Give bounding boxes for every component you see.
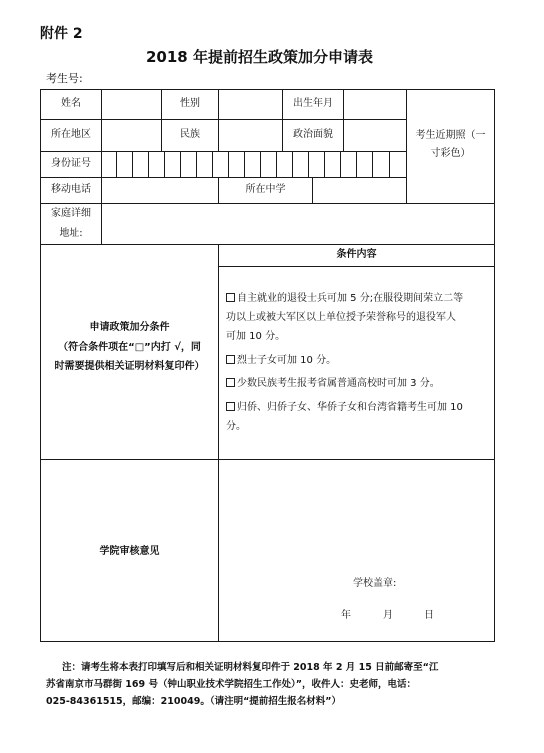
attachment-label: 附件 2 (40, 26, 83, 42)
date-day-label: 日 (424, 610, 434, 621)
id-number-field[interactable] (102, 152, 406, 177)
photo-label-line2: 寸彩色） (430, 148, 471, 159)
address-label-line1: 家庭详细 (51, 208, 91, 219)
form-title: 2018 年提前招生政策加分申请表 (146, 48, 373, 66)
region-field[interactable] (102, 120, 161, 151)
conditions-header: 条件内容 (336, 249, 377, 260)
condition-item-overseas-cont: 分。 (226, 421, 246, 432)
political-label: 政治面貌 (293, 129, 333, 140)
gender-label: 性别 (180, 98, 200, 109)
address-field[interactable] (102, 204, 494, 244)
ethnicity-label: 民族 (180, 129, 200, 140)
review-label: 学院审核意见 (99, 546, 160, 557)
photo-label-line1: 考生近期照（一 (415, 130, 486, 141)
checkbox-icon[interactable] (226, 293, 235, 302)
mobile-field[interactable] (102, 178, 218, 203)
ethnicity-field[interactable] (219, 120, 282, 151)
birth-label: 出生年月 (293, 98, 333, 109)
checkbox-icon[interactable] (226, 402, 235, 411)
bonus-label-line1: 申请政策加分条件 (89, 322, 170, 333)
middle-school-label: 所在中学 (245, 184, 286, 195)
checkbox-icon[interactable] (226, 378, 235, 387)
region-label: 所在地区 (51, 129, 91, 140)
birth-field[interactable] (344, 90, 406, 119)
condition-item-minority[interactable]: 少数民族考生报考省属普通高校时可加 3 分。 (226, 378, 440, 390)
note-line1: 注：请考生将本表打印填写后和相关证明材料复印件于 2018 年 2 月 15 日前邮寄至“江 (62, 662, 439, 673)
date-year-label: 年 (341, 610, 351, 621)
mobile-label: 移动电话 (51, 184, 91, 195)
note-line2: 苏省南京市马群街 169 号（钟山职业技术学院招生工作处）”，收件人：史老师，电话： (46, 679, 416, 690)
name-label: 姓名 (61, 98, 81, 109)
school-stamp-label: 学校盖章: (353, 578, 397, 589)
condition-item-veteran[interactable]: 自主就业的退役士兵可加 5 分;在服役期间荣立二等 (226, 293, 463, 305)
bonus-label-line3: 时需要提供相关证明材料复印件） (54, 361, 205, 372)
gender-field[interactable] (219, 90, 282, 119)
checkbox-icon[interactable] (226, 355, 235, 364)
name-field[interactable] (102, 90, 161, 119)
date-month-label: 月 (383, 610, 393, 621)
note-line3: 025-84361515，邮编：210049。（请注明“提前招生报名材料”） (46, 696, 342, 707)
exam-no-label: 考生号: (46, 72, 83, 85)
condition-item-overseas[interactable]: 归侨、归侨子女、华侨子女和台湾省籍考生可加 10 (226, 402, 463, 414)
address-label-line2: 地址: (59, 228, 83, 239)
middle-school-field[interactable] (313, 178, 406, 203)
bonus-label-line2: （符合条件项在“□”内打 √，同 (58, 342, 201, 353)
review-opinion-field[interactable] (219, 460, 494, 641)
political-field[interactable] (344, 120, 406, 151)
condition-item-martyr[interactable]: 烈士子女可加 10 分。 (226, 355, 336, 367)
id-number-label: 身份证号 (51, 158, 91, 169)
condition-item-veteran-cont: 功以上或被大军区以上单位授予荣誉称号的退役军人 (226, 312, 456, 323)
condition-item-veteran-cont2: 可加 10 分。 (226, 331, 286, 342)
